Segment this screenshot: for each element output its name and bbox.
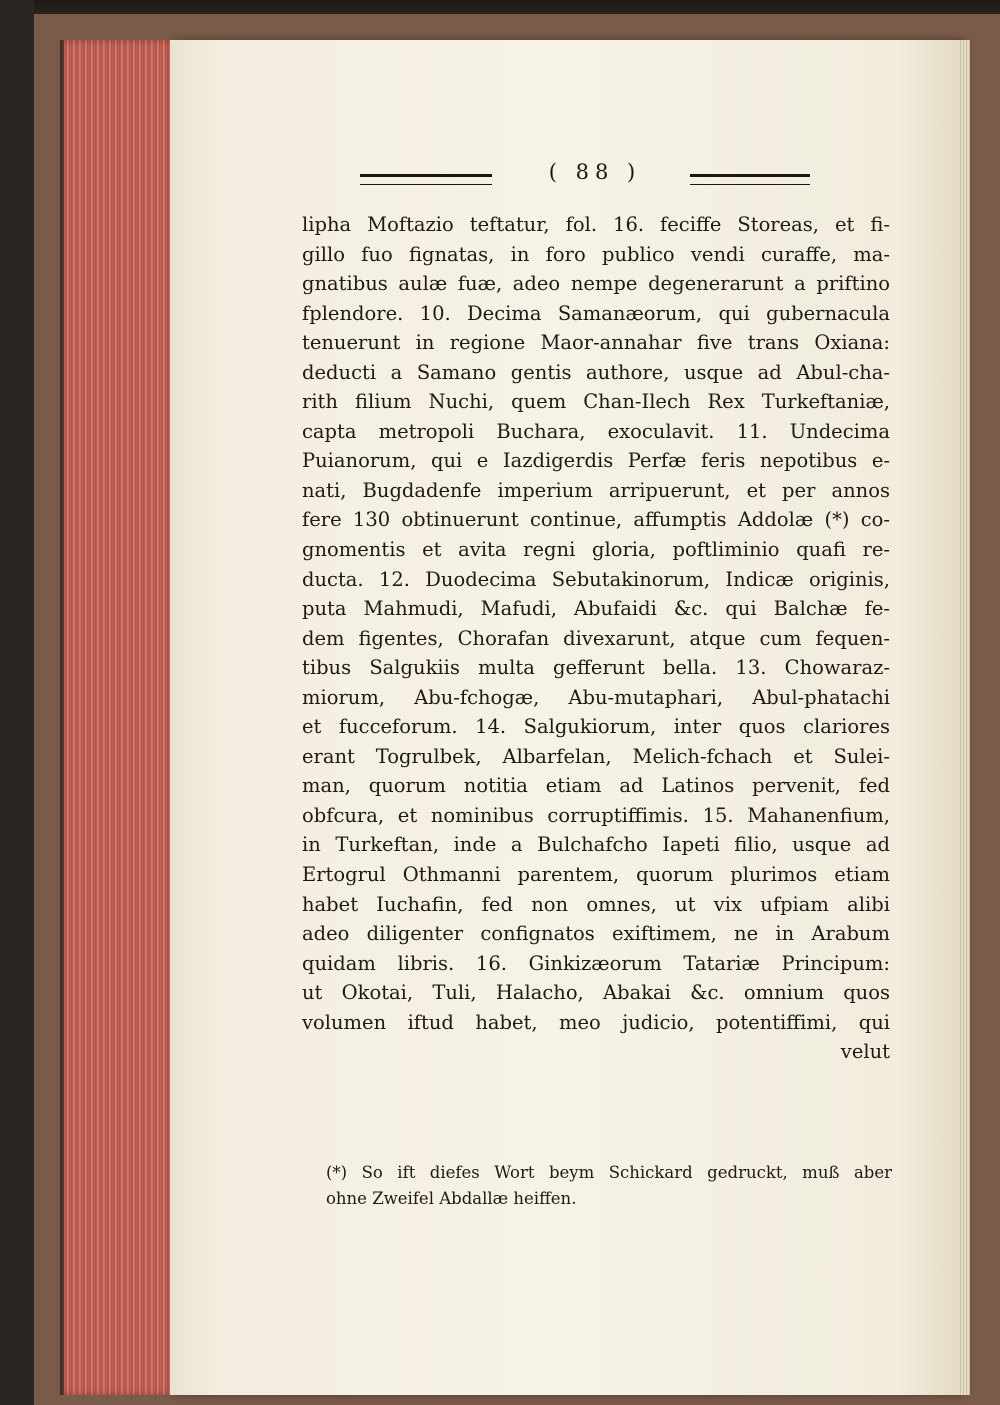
page-edges <box>64 40 180 1395</box>
text-line: nati, Bugdadenfe imperium arripuerunt, et per annos <box>302 478 890 502</box>
text-line: miorum, Abu-fchogæ, Abu-mutaphari, Abul-phatachi <box>302 685 890 709</box>
footnote <box>326 1160 892 1212</box>
footnote-line: (*) So ift diefes Wort beym Schickard gedruckt, muß aber <box>326 1163 892 1182</box>
text-line: adeo diligenter confignatos exiftimem, ne in Arabum <box>302 922 890 946</box>
text-line: ducta. 12. Duodecima Sebutakinorum, Indicæ originis, <box>302 567 890 591</box>
text-line: in Turkeftan, inde a Bulchafcho Iapeti filio, usque ad <box>302 833 890 857</box>
text-line: lipha Moftazio teftatur, fol. 16. feciffe Storeas, et fi- <box>302 213 890 236</box>
text-line: man, quorum notitia etiam ad Latinos pervenit, fed <box>302 774 890 798</box>
text-line: et fucceforum. 14. Salgukiorum, inter quos clariores <box>302 715 890 739</box>
text-line: tibus Salgukiis multa gefferunt bella. 13. Chowaraz- <box>302 656 890 680</box>
text-line: puta Mahmudi, Mafudi, Abufaidi &c. qui Balchæ fe- <box>302 597 890 621</box>
page-fore-edge <box>958 40 970 1395</box>
text-line: fplendore. 10. Decima Samanæorum, qui gubernacula <box>302 301 890 325</box>
text-line: rith filium Nuchi, quem Chan-Ilech Rex Turkeftaniæ, <box>302 390 890 414</box>
catchword: velut <box>840 1040 890 1064</box>
text-line: quidam libris. 16. Ginkizæorum Tatariæ Principum: <box>302 951 890 975</box>
header-rule-right <box>690 174 810 185</box>
text-line: obfcura, et nominibus corruptiffimis. 15. Mahanenfium, <box>302 803 890 827</box>
body-text <box>302 210 890 1067</box>
text-line: capta metropoli Buchara, exoculavit. 11. Undecima <box>302 419 890 443</box>
text-line: deducti a Samano gentis authore, usque ad Abul-cha- <box>302 360 890 384</box>
text-line: gnatibus aulæ fuæ, adeo nempe degenerarunt a priftino <box>302 272 890 296</box>
text-line: erant Togrulbek, Albarfelan, Melich-fchach et Sulei- <box>302 744 890 768</box>
header-rule-left <box>360 174 492 185</box>
text-line: ut Okotai, Tuli, Halacho, Abakai &c. omnium quos <box>302 981 890 1005</box>
text-line: dem figentes, Chorafan divexarunt, atque cum fequen- <box>302 626 890 650</box>
text-line: Puianorum, qui e Iazdigerdis Perfæ feris nepotibus e- <box>302 449 890 473</box>
text-line: Ertogrul Othmanni parentem, quorum plurimos etiam <box>302 863 890 887</box>
page-header <box>360 160 816 194</box>
text-line: habet Iuchafin, fed non omnes, ut vix ufpiam alibi <box>302 892 890 916</box>
text-line: tenuerunt in regione Maor-annahar five trans Oxiana: <box>302 331 890 355</box>
text-line: fere 130 obtinuerunt continue, affumptis Addolæ (*) co- <box>302 508 890 532</box>
text-line: gnomentis et avita regni gloria, poftliminio quafi re- <box>302 538 890 562</box>
text-line: gillo fuo fignatas, in foro publico vendi curaffe, ma- <box>302 242 890 266</box>
text-line: volumen iftud habet, meo judicio, potentiffimi, qui <box>302 1010 890 1034</box>
page-number: ( 88 ) <box>548 160 642 184</box>
footnote-line: ohne Zweifel Abdallæ heiffen. <box>326 1189 577 1208</box>
